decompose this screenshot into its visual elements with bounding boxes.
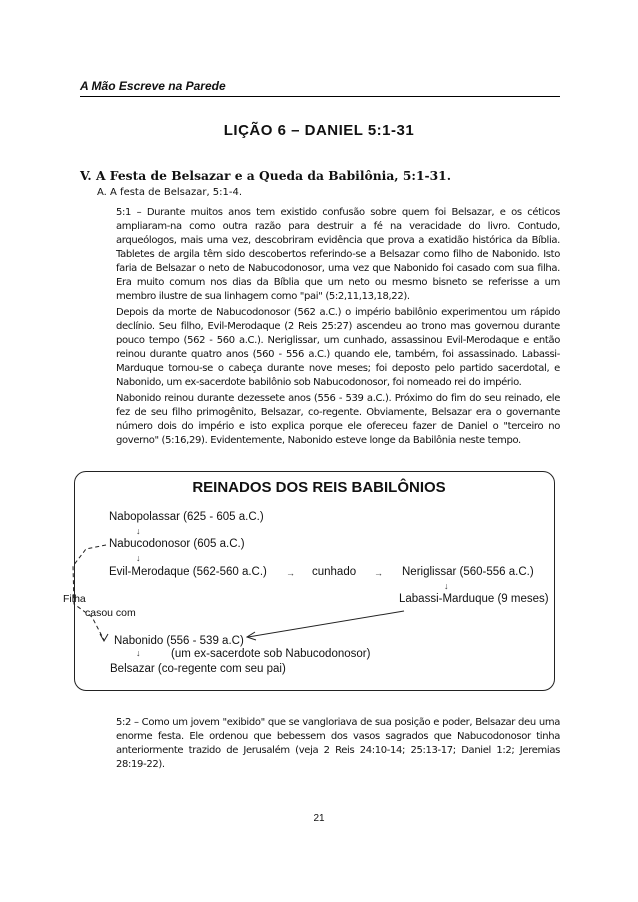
arrow-down-icon: ↓ <box>136 553 141 563</box>
page-number: 21 <box>313 813 325 824</box>
subsection-heading: A. A festa de Belsazar, 5:1-4. <box>97 187 243 198</box>
arrow-down-icon: ↓ <box>136 648 141 658</box>
label-filha: Filha <box>63 593 86 605</box>
node-nabucodonosor: Nabucodonosor (605 a.C.) <box>109 538 245 550</box>
nabonido-note: (um ex-sacerdote sob Nabucodonosor) <box>171 648 371 660</box>
node-nabopolassar: Nabopolassar (625 - 605 a.C.) <box>109 511 264 523</box>
arrow-right-icon: → <box>374 568 383 578</box>
node-neriglissar: Neriglissar (560-556 a.C.) <box>402 566 534 578</box>
node-nabonido: Nabonido (556 - 539 a.C) <box>114 635 244 647</box>
lesson-title: LIÇÃO 6 – DANIEL 5:1-31 <box>223 122 415 139</box>
arrow-down-icon: ↓ <box>444 581 449 591</box>
arrow-down-icon: ↓ <box>136 526 141 536</box>
node-labassi-marduque: Labassi-Marduque (9 meses) <box>399 593 549 605</box>
paragraph-4: 5:2 – Como um jovem "exibido" que se vangloriava de sua posição e poder, Belsazar deu uma enorme festa. Ele ordenou que bebessem dos vasos sagrados que Nabucodonosor tinha anteriormente trazido de Jerusalém (veja 2 Reis 24:10-14; 25:13-17; Daniel 1:2; Jeremias 28:19-22). <box>116 717 560 770</box>
running-header: A Mão Escreve na Parede <box>80 79 226 93</box>
dashed-marriage-line <box>73 545 106 640</box>
section-heading: V. A Festa de Belsazar e a Queda da Babilônia, 5:1-31. <box>80 168 452 183</box>
paragraph-2: Depois da morte de Nabucodonosor (562 a.C.) o império babilônio experimentou um rápido declínio. Seu filho, Evil-Merodaque (2 Reis 25:27) ascendeu ao trono mas governou durante pouco tempo (562 - 560 a.C.). Neriglissar, um cunhado, assassinou Evil-Merodaque e então reinou durante quatro anos (560 - 556 a.C.) quando ele, também, foi assassinado. Labassi-Marduque tornou-se o cabeça durante nove meses; foi deposto pelo partido sacerdotal, e Nabonido, um ex-sacerdote babilônio sob Nabucodonosor, foi nomeado rei do império. <box>116 307 560 388</box>
paragraph-1: 5:1 – Durante muitos anos tem existido confusão sobre quem foi Belsazar, e os céticos ampliaram-na como outra razão para destruir a fé na veracidade do livro. Contudo, arqueólogos, mais uma vez, descobriram evidência que prova a exatidão histórica da Bíblia. Tabletes de argila têm sido descobertos referindo-se a Belsazar como filho de Nabonido. Isto faria de Belsazar o neto de Nabucodonosor, uma vez que Nabonido foi casado com sua filha. Era muito comum nos dias da Bíblia que um neto ou mesmo bisneto se referisse a um membro ilustre de sua linhagem como "pai" (5:2,11,13,18,22). <box>116 207 560 302</box>
label-casou-com: casou com <box>85 607 136 619</box>
node-belsazar: Belsazar (co-regente com seu pai) <box>110 663 286 675</box>
arrow-right-icon: → <box>286 568 295 578</box>
labassi-to-nabonido-line <box>248 611 404 637</box>
chart-title: REINADOS DOS REIS BABILÔNIOS <box>192 479 446 496</box>
node-evil-merodaque: Evil-Merodaque (562-560 a.C.) <box>109 566 267 578</box>
label-cunhado: cunhado <box>312 566 357 578</box>
paragraph-3: Nabonido reinou durante dezessete anos (556 - 539 a.C.). Próximo do fim do seu reinado, ele fez de seu filho primogênito, Belsazar, co-regente. Obviamente, Belsazar era o governante número dois do império e isto explica porque ele ofereceu fazer de Daniel o "terceiro no governo" (5:16,29). Evidentemente, Nabonido esteve longe da Babilônia neste tempo. <box>116 393 560 446</box>
